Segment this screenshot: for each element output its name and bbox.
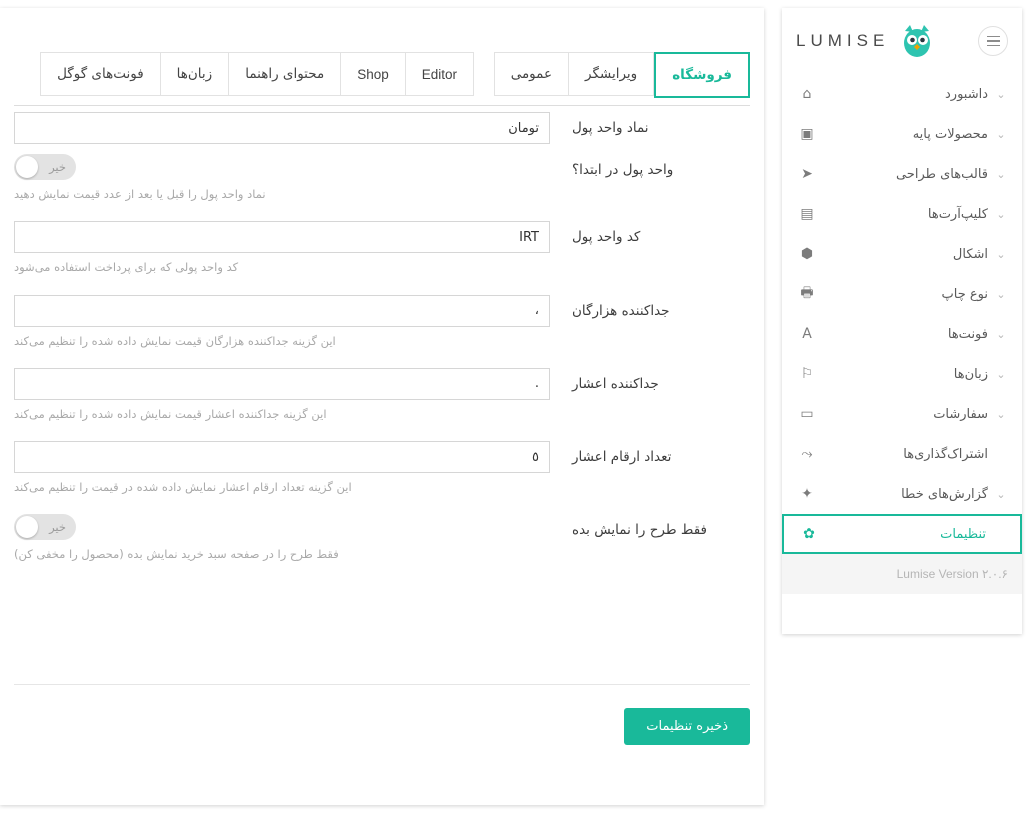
tab-general-fa[interactable]: عمومی [494,52,569,96]
hamburger-icon[interactable] [978,26,1008,56]
only-design-switch-wrap [14,514,550,540]
sidebar-version: Lumise Version ۲.۰.۶ [782,554,1022,594]
font-icon: A [802,326,812,342]
image-icon: ▤ [800,206,814,222]
sidebar-item-shares[interactable] [782,434,1022,474]
chevron-down-icon: ⌄ [996,127,1006,141]
tab-editor-en[interactable]: Editor [406,52,474,96]
form-row-only-design [14,514,750,563]
label-currency-symbol: نماد واحد پول [572,120,649,136]
label-currency-code: کد واحد پول [572,229,641,246]
sidebar-item-label: محصولات پایه [912,126,988,142]
field-currency-position [14,154,550,203]
sidebar [782,8,1022,634]
chevron-down-icon: ⌄ [996,327,1006,341]
language-icon: ⚐ [800,366,814,382]
chevron-down-icon: ⌄ [996,367,1006,381]
chevron-down-icon: ⌄ [996,287,1006,301]
sidebar-item-fonts[interactable] [782,314,1022,354]
toggle-knob [16,516,38,538]
sidebar-item-dashboard[interactable] [782,74,1022,114]
decimal-separator-input[interactable] [14,368,550,400]
settings-panel [0,8,764,805]
field-decimal-separator [14,368,550,423]
label-thousand-separator: جداکننده هزارگان [572,302,670,319]
sidebar-item-cliparts[interactable] [782,194,1022,234]
form-row-currency-position [14,154,750,203]
field-currency-code [14,221,550,276]
chevron-down-icon: ⌄ [996,167,1006,181]
only-design-toggle-label: خیر [49,520,66,535]
chevron-down-icon: ⌄ [996,207,1006,221]
form-row-currency-symbol [14,112,750,144]
box-icon: ▣ [800,126,814,142]
sidebar-item-label: زبان‌ها [953,366,988,382]
sidebar-item-label: سفارشات [933,406,988,422]
field-thousand-separator [14,295,550,350]
tab-editor-fa[interactable]: ویرایشگر [569,52,654,96]
chevron-down-icon: ⌄ [996,487,1006,501]
sidebar-item-base-products[interactable] [782,114,1022,154]
sidebar-item-design-templates[interactable] [782,154,1022,194]
form-row-thousand-separator [14,295,750,350]
bug-icon: ✦ [801,486,813,502]
sidebar-item-label: فونت‌ها [947,326,988,342]
sidebar-item-label: نوع چاپ [941,286,988,302]
tab-help-content[interactable]: محتوای راهنما [229,52,341,96]
printer-icon: 🖶 [800,285,814,301]
label-currency-position: واحد پول در ابتدا؟ [572,162,674,178]
sidebar-item-languages[interactable] [782,354,1022,394]
sidebar-item-label: تنظیمات [940,526,986,542]
sidebar-item-shapes[interactable] [782,234,1022,274]
sidebar-item-label: اشتراک‌گذاری‌ها [903,446,988,462]
sidebar-item-label: داشبورد [945,86,988,102]
lumise-owl-logo-icon [897,23,937,59]
hint-decimal-separator: این گزینه جداکننده اعشار قیمت نمایش داده شده را تنظیم می‌کند [14,406,327,421]
sidebar-item-label: قالب‌های طراحی [895,166,988,182]
brand-wordmark: LUMISE [796,31,890,50]
save-bar [0,708,750,745]
sidebar-item-label: کلیپ‌آرت‌ها [927,206,988,222]
toggle-knob [16,156,38,178]
sidebar-item-label: گزارش‌های خطا [901,486,988,502]
label-only-design: فقط طرح را نمایش بده [572,522,707,539]
only-design-toggle[interactable] [14,514,76,540]
hint-only-design: فقط طرح را در صفحه سبد خرید نمایش بده (محصول را مخفی کن) [14,547,339,562]
sidebar-item-error-logs[interactable] [782,474,1022,514]
chevron-down-icon: ⌄ [996,407,1006,421]
shape-icon: ⬢ [800,246,814,262]
tab-google-fonts[interactable]: فونت‌های گوگل [40,52,161,96]
tab-shop-fa[interactable]: فروشگاه [654,52,750,98]
chevron-down-icon: ⌄ [996,87,1006,101]
field-currency-symbol [14,112,550,144]
hint-decimal-count: این گزینه تعداد ارقام اعشار نمایش داده شده در قیمت را تنظیم می‌کند [14,480,352,494]
shop-settings-form [14,112,750,685]
gear-icon: ✿ [803,526,815,542]
hint-thousand-separator: این گزینه جداکننده هزارگان قیمت نمایش داده شده را تنظیم می‌کند [14,333,336,348]
tab-languages[interactable]: زبان‌ها [161,52,230,96]
sidebar-item-label: اشکال [952,246,988,262]
currency-position-toggle-label: خیر [49,160,66,174]
chevron-down-icon: ⌄ [996,247,1006,261]
form-row-decimal-separator [14,368,750,423]
home-icon: ⌂ [802,86,812,102]
hint-currency-position: نماد واحد پول را قبل یا بعد از عدد قیمت نمایش دهید [14,187,266,201]
currency-symbol-input[interactable] [14,112,550,144]
currency-position-switch-wrap [14,154,550,180]
form-row-decimal-count [14,441,750,496]
form-row-currency-code [14,221,750,276]
paper-plane-icon: ➤ [801,166,813,182]
sidebar-item-orders[interactable] [782,394,1022,434]
sidebar-header [782,8,1022,74]
field-decimal-count [14,441,550,496]
sidebar-item-print-type[interactable] [782,274,1022,314]
currency-position-toggle[interactable] [14,154,76,180]
settings-tabs-left [14,52,474,106]
sidebar-item-settings[interactable] [782,514,1022,554]
tab-shop-en[interactable]: Shop [341,52,406,96]
currency-code-input[interactable] [14,221,550,253]
label-decimal-separator: جداکننده اعشار [572,375,659,392]
share-icon: ⤳ [801,446,813,462]
bag-icon: ▭ [800,406,814,422]
thousand-separator-input[interactable] [14,295,550,327]
save-settings-button[interactable]: ذخیره تنظیمات [624,708,750,745]
brand [796,23,937,59]
hint-currency-code: کد واحد پولی که برای پرداخت استفاده می‌شود [14,260,239,275]
field-only-design [14,514,550,563]
label-decimal-count: تعداد ارقام اعشار [572,449,672,465]
decimal-count-input[interactable] [14,441,550,473]
